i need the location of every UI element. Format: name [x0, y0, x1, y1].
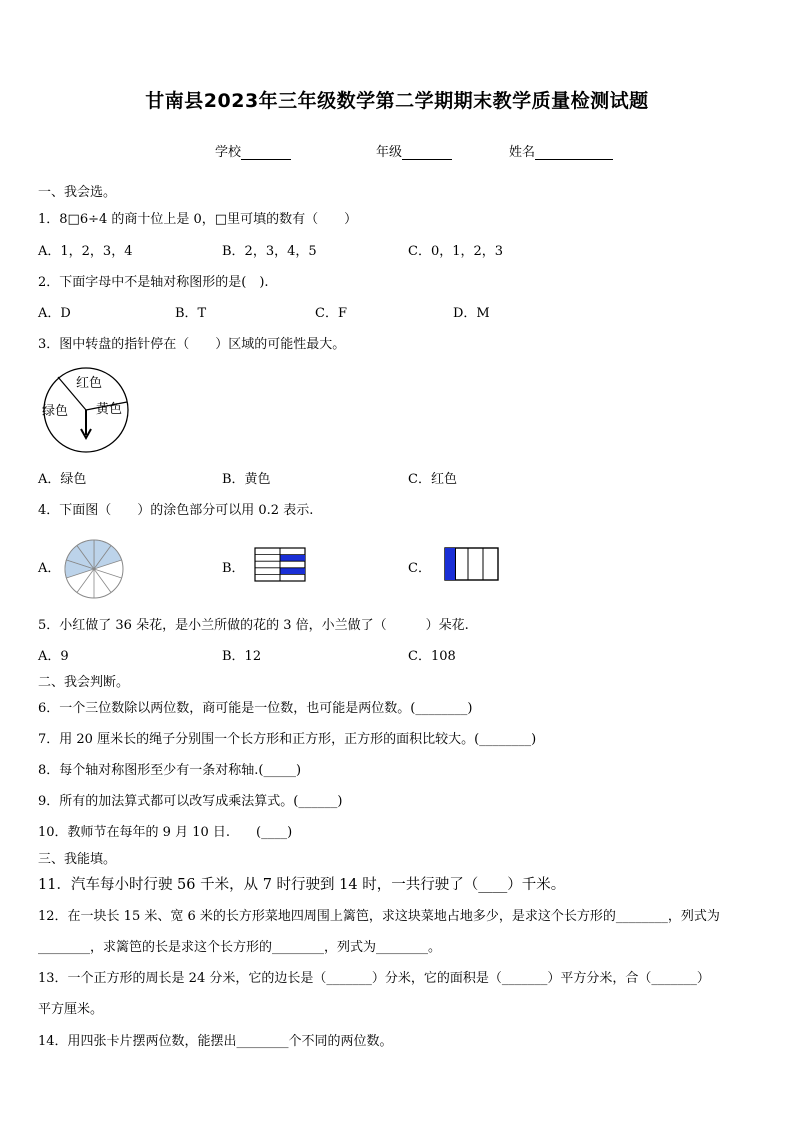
page-title: 甘南县2023年三年级数学第二学期期末教学质量检测试题	[145, 90, 649, 112]
question-13-line-2: 平方厘米。	[38, 1002, 104, 1017]
question-5-option-c[interactable]: C．108	[408, 649, 456, 664]
question-5-stem: 5．小红做了 36 朵花，是小兰所做的花的 3 倍，小兰做了（ ）朵花.	[38, 618, 469, 633]
question-3-option-c[interactable]: C．红色	[408, 472, 457, 487]
spinner-figure	[38, 363, 134, 459]
question-14[interactable]: 14．用四张卡片摆两位数，能摆出________个不同的两位数。	[38, 1034, 393, 1049]
question-9[interactable]: 9．所有的加法算式都可以改写成乘法算式。(______)	[38, 794, 343, 809]
striped-rectangle-figure	[254, 547, 307, 583]
question-3-stem: 3．图中转盘的指针停在（ ）区域的可能性最大。	[38, 337, 346, 352]
school-field[interactable]	[215, 141, 291, 160]
question-4-option-c[interactable]: C．	[408, 561, 431, 576]
section-heading-choose: 一、我会选。	[38, 185, 117, 200]
question-3-option-b[interactable]: B．黄色	[222, 472, 271, 487]
question-2-stem: 2．下面字母中不是轴对称图形的是( ).	[38, 275, 269, 290]
question-2-option-a[interactable]: A．D	[38, 306, 71, 321]
question-3-option-a[interactable]: A．绿色	[38, 472, 87, 487]
rect-shaded-strip	[280, 568, 305, 575]
question-5-option-a[interactable]: A．9	[38, 649, 69, 664]
spinner-label-green: 绿色	[42, 404, 69, 419]
question-4-stem: 4．下面图（ ）的涂色部分可以用 0.2 表示.	[38, 503, 314, 518]
question-5-option-b[interactable]: B．12	[222, 649, 262, 664]
rect-shaded-column	[445, 548, 456, 580]
pie-fraction-figure	[63, 538, 125, 600]
question-2-option-c[interactable]: C．F	[315, 306, 347, 321]
question-2-option-d[interactable]: D．M	[453, 306, 490, 321]
spinner-label-red: 红色	[76, 376, 103, 391]
question-6[interactable]: 6．一个三位数除以两位数，商可能是一位数，也可能是两位数。(________)	[38, 701, 473, 716]
grade-field[interactable]	[376, 141, 452, 160]
question-1-option-b[interactable]: B．2，3，4，5	[222, 244, 317, 259]
school-label: 学校	[215, 145, 242, 160]
question-7[interactable]: 7．用 20 厘米长的绳子分别围一个长方形和正方形，正方形的面积比较大。(________)	[38, 732, 537, 747]
spinner-label-yellow: 黄色	[96, 402, 123, 417]
question-11[interactable]: 11．汽车每小时行驶 56 千米，从 7 时行驶到 14 时，一共行驶了（____）千米。	[38, 877, 566, 893]
section-heading-fill: 三、我能填。	[38, 852, 117, 867]
name-field[interactable]	[509, 141, 613, 160]
question-13-line-1[interactable]: 13．一个正方形的周长是 24 分米，它的边长是（_______）分米，它的面积是（_______）平方分米，合（_______）	[38, 971, 710, 986]
question-10[interactable]: 10．教师节在每年的 9 月 10 日. (____)	[38, 825, 293, 840]
question-4-option-a[interactable]: A．	[38, 561, 61, 576]
question-1-stem: 1．8□6÷4 的商十位上是 0，□里可填的数有（ ）	[38, 212, 358, 227]
question-1-option-c[interactable]: C．0，1，2，3	[408, 244, 504, 259]
grade-label: 年级	[376, 145, 403, 160]
question-1-option-a[interactable]: A．1，2，3，4	[38, 244, 133, 259]
section-heading-judge: 二、我会判断。	[38, 675, 130, 690]
question-8[interactable]: 8．每个轴对称图形至少有一条对称轴.(_____)	[38, 763, 302, 778]
question-12-line-2[interactable]: ________，求篱笆的长是求这个长方形的________，列式为________。	[38, 940, 442, 955]
question-2-option-b[interactable]: B．T	[175, 306, 207, 321]
column-rectangle-figure	[444, 547, 500, 582]
name-label: 姓名	[509, 145, 536, 160]
rect-shaded-strip	[280, 555, 305, 562]
question-4-option-b[interactable]: B．	[222, 561, 245, 576]
question-12-line-1[interactable]: 12．在一块长 15 米、宽 6 米的长方形菜地四周围上篱笆，求这块菜地占地多少，是求这个长方形的________，列式为	[38, 909, 720, 924]
